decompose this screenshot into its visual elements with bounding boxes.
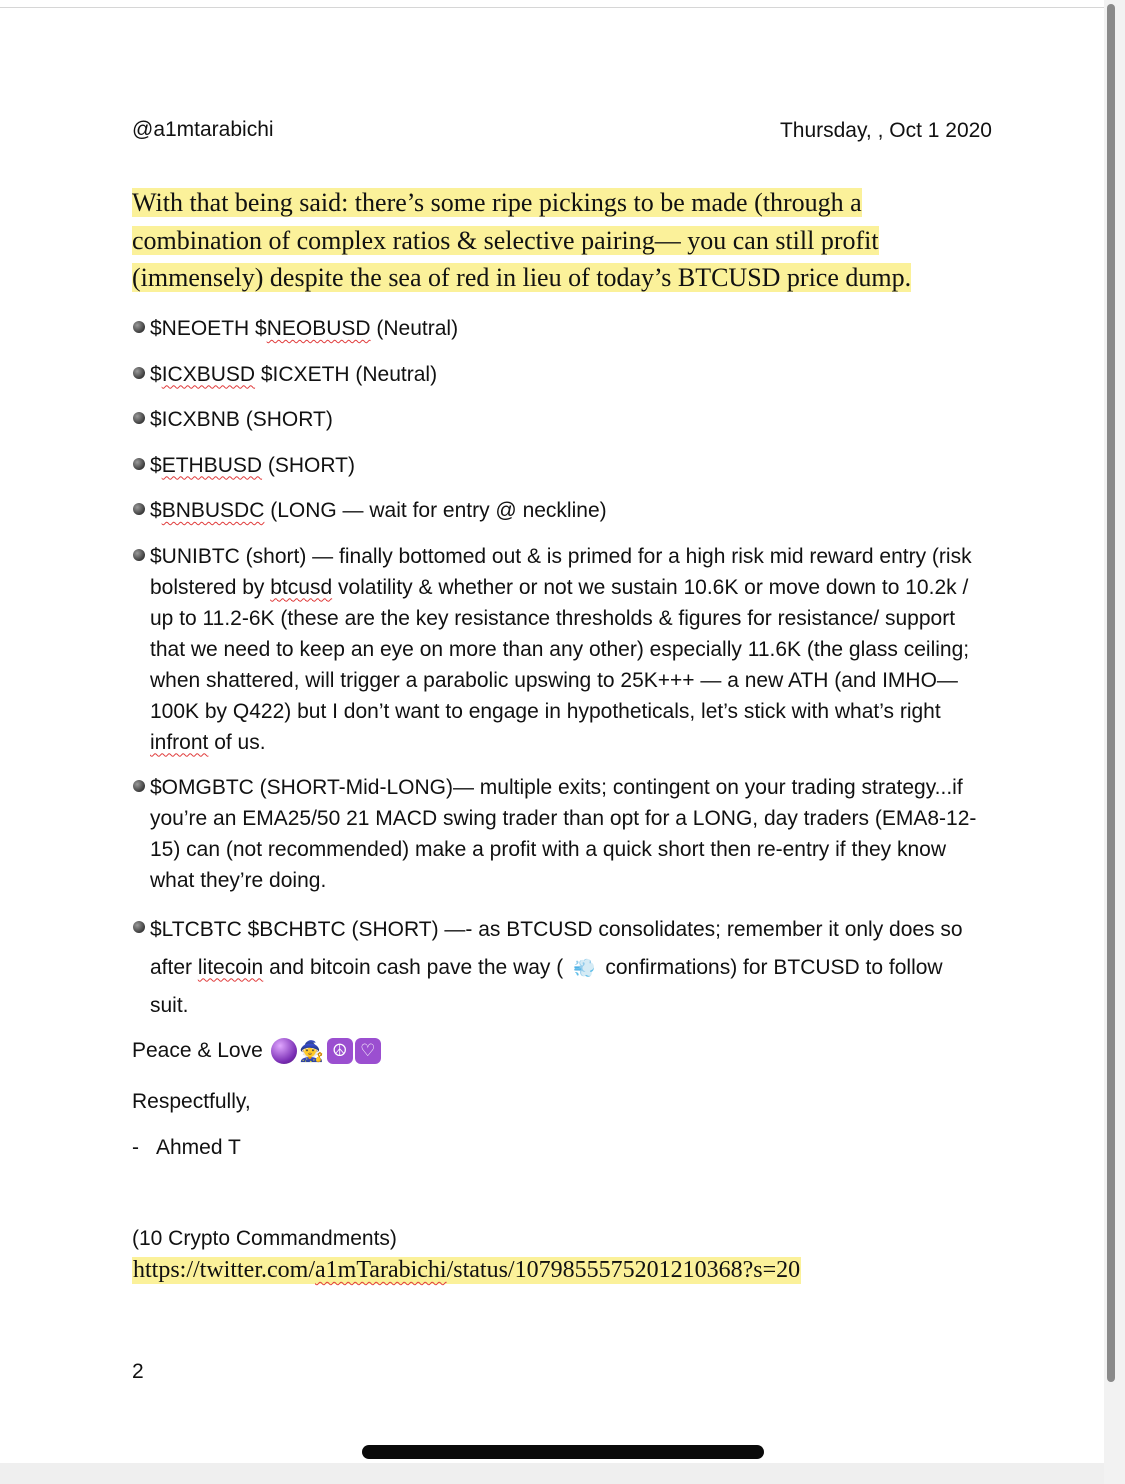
list-item: $ICXBUSD $ICXETH (Neutral) <box>132 359 977 390</box>
twitter-link[interactable]: https://twitter.com/a1mTarabichi/status/1079855575201210368?s=20 <box>133 1257 801 1283</box>
list-item: $LTCBTC $BCHBTC (SHORT) —- as BTCUSD consolidates; remember it only does so after litecoin and bitcoin cash pave the way ( 💨 confirmations) for BTCUSD to follow suit. <box>132 911 977 1025</box>
spellcheck-word[interactable]: infront <box>150 730 209 754</box>
spellcheck-word[interactable]: BNBUSDC <box>161 499 265 522</box>
peace-and-love-line: Peace & Love 🧙 ☮ ♡ <box>132 1038 381 1064</box>
crystal-ball-icon <box>271 1038 297 1064</box>
spellcheck-word[interactable]: litecoin <box>197 955 264 979</box>
home-indicator[interactable] <box>362 1445 764 1459</box>
spellcheck-word[interactable]: btcusd <box>270 575 333 599</box>
list-item: $ICXBNB (SHORT) <box>132 404 977 435</box>
spellcheck-word[interactable]: ICXBUSD <box>161 362 256 386</box>
intro-highlighted-text: With that being said: there’s some ripe pickings to be made (through a combination of complex ratios & selective pairing— you can still profit (immensely) despite the sea of red in lieu of today’s BTCUSD price dump. <box>132 188 912 292</box>
trade-list <box>132 313 977 1039</box>
bullet-dot-icon <box>133 321 145 333</box>
page-top-border <box>0 7 1104 8</box>
signature: - Ahmed T <box>132 1136 241 1159</box>
bullet-dot-icon <box>133 458 145 470</box>
bullet-dot-icon <box>133 367 145 379</box>
bullet-dot-icon <box>133 412 145 424</box>
commandments-label: (10 Crypto Commandments) <box>132 1227 397 1250</box>
spellcheck-word[interactable]: a1mTarabichi <box>315 1257 447 1283</box>
bullet-dot-icon <box>133 921 145 933</box>
list-item: $ETHBUSD (SHORT) <box>132 450 977 481</box>
bullet-dot-icon <box>133 780 145 792</box>
bullet-dot-icon <box>133 549 145 561</box>
closing-respectfully: Respectfully, <box>132 1090 251 1113</box>
list-item: $OMGBTC (SHORT-Mid-LONG)— multiple exits; contingent on your trading strategy...if you’re an EMA25/50 21 MACD swing trader than opt for a LONG, day traders (EMA8-12-15) can (not recommended) make a profit with a quick short then re-entry if they know what they’re doing. <box>132 772 977 896</box>
page-number: 2 <box>132 1360 144 1383</box>
emoji-group <box>271 1038 381 1064</box>
dashing-away-icon: 💨 <box>573 957 596 978</box>
spellcheck-word[interactable]: ETHBUSD <box>161 453 263 477</box>
document-date: Thursday, , Oct 1 2020 <box>779 119 992 142</box>
page-bottom-edge <box>0 1463 1104 1484</box>
purple-heart-icon: ♡ <box>355 1038 381 1064</box>
mage-icon: 🧙 <box>299 1040 325 1063</box>
author-handle: @a1mtarabichi <box>132 118 274 141</box>
spellcheck-word[interactable]: NEOBUSD <box>266 317 371 340</box>
bullet-dot-icon <box>133 503 145 515</box>
intro-paragraph <box>132 184 972 297</box>
list-item: $BNBUSDC (LONG — wait for entry @ neckline) <box>132 495 977 526</box>
peace-symbol-icon: ☮ <box>327 1038 353 1064</box>
list-item: $NEOETH $NEOBUSD (Neutral) <box>132 313 977 344</box>
list-item: $UNIBTC (short) — finally bottomed out & is primed for a high risk mid reward entry (risk bolstered by btcusd volatility & whether or not we sustain 10.6K or move down to 10.2k / up to 11.2-6K (these are the key resistance thresholds & figures for resistance/ support that we need to keep an eye on more than any other) especially 11.6K (the glass ceiling; when shattered, will trigger a parabolic upswing to 25K+++ — a new ATH (and IMHO— 100K by Q422) but I don’t want to engage in hypotheticals, let’s stick with what’s right infront of us. <box>132 541 977 758</box>
scrollbar-thumb[interactable] <box>1107 4 1115 1382</box>
